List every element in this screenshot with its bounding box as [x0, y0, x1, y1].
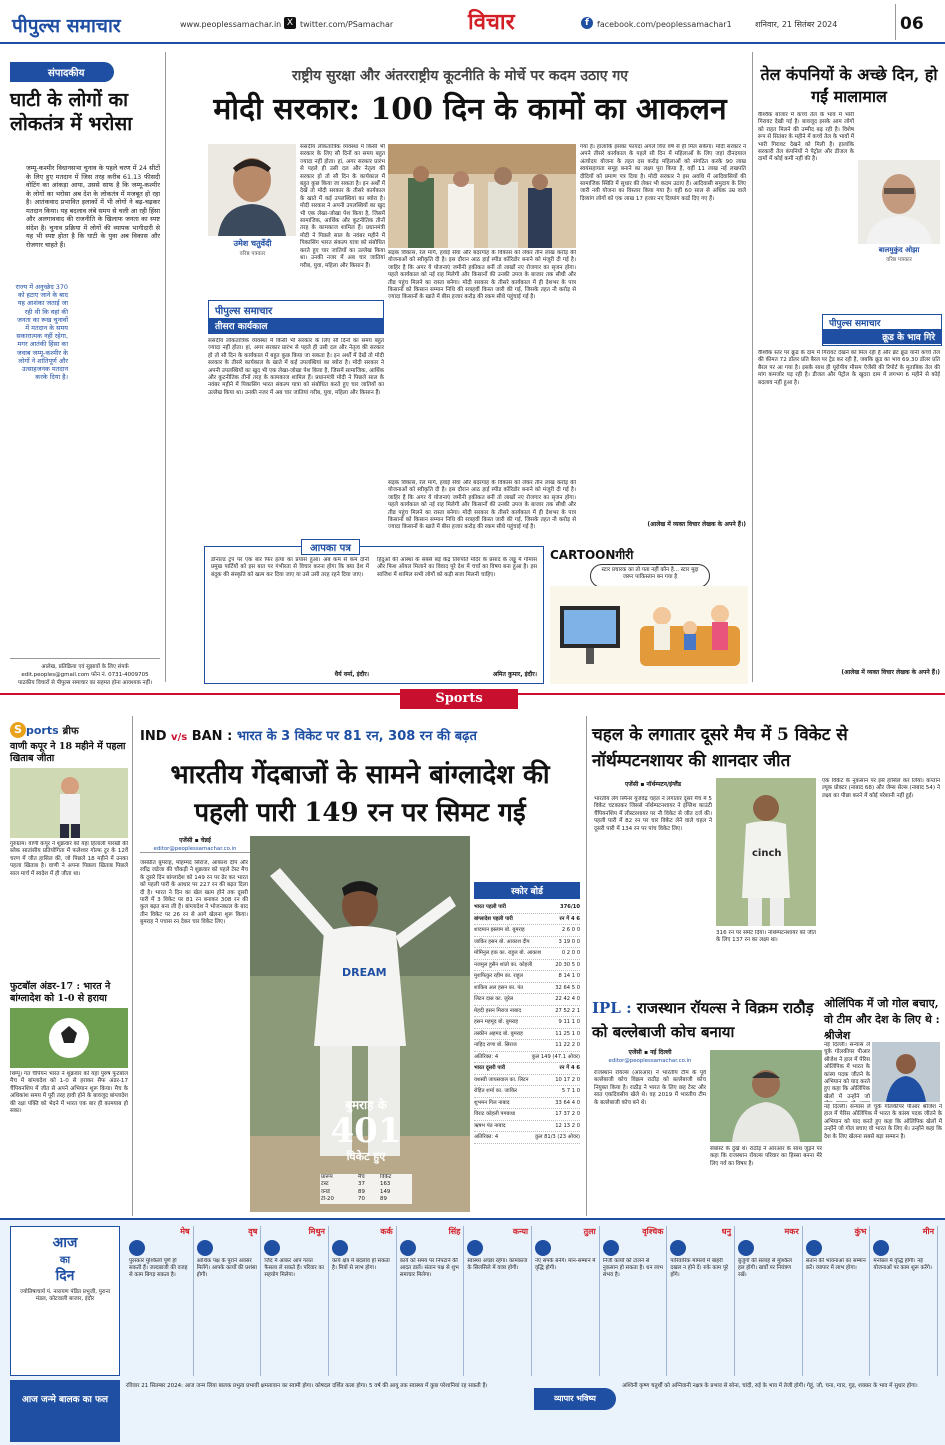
letter-2-author: अमित कुमार, इंदौर। — [492, 671, 537, 678]
zodiac-card — [803, 1226, 871, 1376]
zodiac-symbol-icon — [129, 1240, 145, 1256]
cricket-headline: भारतीय गेंदबाजों के सामने बांग्लादेश की पहली पारी 149 रन पर सिमट गई — [170, 760, 550, 828]
zodiac-name: कुंभ — [854, 1227, 867, 1236]
cartoon — [550, 546, 748, 684]
score-name: भारत पहली पारी — [474, 904, 506, 910]
zodiac-name: वृष — [248, 1227, 258, 1236]
score-value: 10 17 2 0 — [555, 1076, 580, 1083]
score-value: 3 19 0 0 — [558, 938, 580, 945]
facebook-handle[interactable]: facebook.com/peoplessamachar1 — [597, 20, 732, 29]
wk-cell: टेस्ट — [321, 1181, 329, 1188]
editorial-label: संपादकीय — [10, 62, 114, 82]
zodiac-name: सिंह — [448, 1227, 461, 1236]
score-line — [474, 1006, 580, 1018]
score-line — [474, 971, 580, 983]
score-line — [474, 1098, 580, 1110]
ipl-prefix: IPL : — [592, 999, 632, 1017]
chahal-caption: 316 रन पर समेट दिया। नॉर्थम्पटनशायर को जीत के लिए 137 रन का लक्ष्य था। — [716, 930, 816, 944]
zodiac-name: कर्क — [380, 1227, 393, 1236]
horoscope-title-3: दिन — [55, 1268, 75, 1284]
oil-body2: वैश्विक स्तर पर क्रूड के दाम में गिरावट देखने को मिल रही है और ब्रेंट क्रूड यानी कच्चे तेल की कीमत 72 डॉलर प्रति बैरल पर ट्रेड कर रही है, जबकि क्रूड का भाव 69.30 डॉलर प्रति बैरल पर आ गया है। इसके साथ ही यूरोपीय मौसम ऐजेंसी की रिपोर्ट के मुताबिक तेल की मांग कमजोर पड़ रही है। डीजल और पेट्रोल के खुदरा दाम में लगभग 6 महीने से कोई बदलाव नहीं हुआ है। — [758, 350, 940, 386]
chahal-body: भारतीय लेग स्पिनर युजवेंद्र चहल ने लगातार दूसरे मैच में 5 विकेट चटकाकर जिससे नॉर्थम्पटनशायर ने इंग्लिश काउंटी चैंपियनशिप में लीस्टरशायर पर नौ विकेट से जीत दर्ज की। पहली पारी में 82 रन पर चार विकेट लेने वाले चहल ने दूसरी पारी में 134 रन पर पांच विकेट लिए। — [594, 796, 712, 832]
brief2-photo — [10, 1008, 128, 1068]
score-line — [474, 1109, 580, 1121]
score-line — [474, 925, 580, 937]
score-line — [474, 1075, 580, 1087]
editorial-headline: घाटी के लोगों का लोकतंत्र में भरोसा — [10, 89, 133, 135]
oil-column-name: क्रूड के भाव गिरे — [823, 329, 941, 344]
author-role: वरिष्ठ पत्रकार — [239, 251, 266, 257]
zodiac-symbol-icon — [400, 1240, 416, 1256]
score-line — [474, 1052, 580, 1064]
zodiac-card — [126, 1226, 194, 1376]
brief1-body: गुरुग्राम। वाणी कपूर ने शुक्रवार को यहां हिलाली पारखी की ब्लेक सातांसीय प्रतियोगिता में फलेश्वर गोल्फ टूर के 12वें चरण में जीत हासिल की, जो पिछले 18 महीने में उनका पहला खिताब है। वाणी ने अपना पिछला खिताब पिछले साल मार्च में स्वदेश में ही जीता था। — [10, 841, 128, 877]
brief2-headline: फुटबॉल अंडर-17 : भारत ने बांग्लादेश को 1-0 से हराया — [10, 981, 111, 1004]
column-badge — [208, 300, 384, 334]
zodiac-text: पारिवारिक मामलों में बाहरी दखल न होने दें। रुके काम पूरे होंगे। — [670, 1258, 729, 1278]
oil-author — [856, 246, 942, 263]
score-name: मेहदी हसन मिराज नाबाद — [474, 1007, 522, 1014]
ipl-email[interactable]: editor@peoplessamachar.co.in — [608, 1058, 692, 1064]
zodiac-symbol-icon — [738, 1240, 754, 1256]
zodiac-card — [261, 1226, 329, 1376]
site-url[interactable]: www.peoplessamachar.in — [180, 20, 282, 29]
column-rule — [752, 52, 753, 682]
score-name: ऋषभ पंत नाबाद — [474, 1122, 506, 1129]
horoscope-title-box — [10, 1226, 120, 1376]
score-line — [474, 937, 580, 949]
svg-text:DREAM: DREAM — [342, 966, 387, 979]
score-name: रोहित शर्मा का. जाकिर — [474, 1088, 518, 1094]
letter-2: हिंदुओं की आस्था के सबसे बड़े केंद्र तिरुपति मंदिर के प्रसाद के लड्डू में गोमांस और फिश ऑयल मिलाने का विवाद पूरे देश में चर्चा का विषय बना हुआ है। इस साजिश में शामिल सभी लोगों को कड़ी सजा मिलनी चाहिए। — [377, 557, 537, 578]
score-line — [474, 1086, 580, 1098]
brief1-photo — [10, 768, 128, 838]
score-name: जाकिर हसन बो. आकाश दीप — [474, 938, 530, 945]
zodiac-name: मीन — [922, 1227, 935, 1236]
zodiac-symbol-icon — [197, 1240, 213, 1256]
issue-date: शनिवार, 21 सितंबर 2024 — [755, 20, 838, 29]
zodiac-text: जिद में आकर आप गलत फैसला ले सकते हैं। परिवार का सहयोग मिलेगा। — [264, 1258, 324, 1278]
sports-s-icon: S — [10, 722, 26, 738]
score-line — [474, 1040, 580, 1052]
page-number: 06 — [900, 14, 924, 34]
score-name: शादमान इस्लाम बो. बुमराह — [474, 927, 525, 933]
score-value: 8 14 1 0 — [558, 973, 580, 979]
footer-email[interactable]: edit.peoples@gmail.com फोन नं. 0731-4009705 — [21, 672, 149, 678]
zodiac-text: नए संपर्क बनेंगे। मान-सम्मान में वृद्धि होगी। — [535, 1258, 596, 1271]
svg-text:cinch: cinch — [752, 848, 782, 859]
score-line — [474, 994, 580, 1006]
scoreboard-label: स्कोर बोर्ड — [474, 882, 580, 899]
sreejesh-body: नई दिल्ली। संन्यास ले चुके गोलकीपर पीआर श्रीजेश ने हाल में पेरिस ओलिंपिक में भारत के कांस्य पदक जीतने के अभियान को याद करते हुए कहा कि ओलिंपिक खेलों में उन्होंने जो गोल बचाए वो भारत के लिए थे। उन्होंने कहा कि देश के लिए खेलना सबसे बड़ा सम्मान है। — [824, 1104, 942, 1140]
score-name: शुभमन गिल नाबाद — [474, 1099, 510, 1106]
score-value: 22 42 4 0 — [555, 996, 580, 1002]
column-rule — [132, 716, 133, 1216]
zodiac-text: स्वास्थ्य अच्छा रहेगा। कामकाज के सिलसिले में यात्रा होगी। — [467, 1258, 528, 1271]
lead-col2: सड़क विकास, रेल मार्ग, हवाई सेवा और बंदरगाह के विकास को लेकर तीन लाख करोड़ की योजनाओं को स्वीकृति दी है। इस दौरान आठ हाई स्पीड कॉरिडोर बनाने को मंजूरी दी गई है। जाहिर है कि अगर ये योजनाएं जमीनी हकीकत बनीं तो लाखों नए रोजगार का सृजन होगा। पहले कार्यकाल को नई राह मिलेगी और किसानों की उनकी उपज के बाजार तक सीधी और तीव्र पहुंच मिलने का रास्ता बनेगा। मोदी सरकार के तीसरे कार्यकाल में ही देशभर के पात्र किसानों को किसान सम्मान निधि की सत्रहवीं किस्त जारी की गई, जिसके तहत नौ करोड़ से ज्यादा किसानों के खाते में बीस हजार करोड़ की रकम सीधे पहुंचाई गई है। — [388, 250, 576, 301]
wk-header: प्रारूप — [321, 1174, 333, 1180]
score-value: 0 2 0 0 — [561, 950, 580, 956]
oil-column-brand: पीपुल्स समाचार — [829, 319, 881, 329]
brief-logo — [10, 722, 128, 738]
author-photo — [208, 144, 296, 236]
score-lines — [474, 902, 580, 1144]
wickets-table-grid — [320, 1174, 412, 1204]
zodiac-signs — [126, 1226, 938, 1376]
zodiac-symbol-icon — [806, 1240, 822, 1256]
score-name: नजमुल हुसैन शांतो का. कोहली — [474, 961, 533, 968]
column-rule — [165, 52, 166, 682]
table-row — [320, 1174, 412, 1181]
horoscope-title-2: का — [59, 1255, 71, 1266]
brand-logo: पीपुल्स समाचार — [12, 15, 121, 37]
chahal-body2: एक विकेट के नुकसान पर इसे हासिल कर लिया। कप्तान ल्यूक प्रोक्टर (नाबाद 68) और जेम्स सेल्स (नाबाद 54) ने लक्ष्य का पीछा करने में कोई परेशानी नहीं हुई। — [822, 778, 940, 799]
oil-column-badge — [822, 314, 942, 346]
cricket-kicker-line — [140, 726, 580, 744]
score-value: 9 11 1 0 — [558, 1019, 580, 1025]
author-name: उमेश चतुर्वेदी — [233, 239, 272, 248]
editorial-body: जम्मू-कश्मीर विधानसभा चुनाव के पहले चरण में 24 सीटों के लिए हुए मतदान में जिस तरह करीब 61.13 फीसदी वोटिंग का आंकड़ा आया, उससे साफ है कि जम्मू-कश्मीर के लोगों का भरोसा अब देश के लोकतंत्र में मजबूत हो रहा है। आतंकवाद प्रभावित इलाकों में भी लोगों ने बढ़-चढ़कर मतदान किया। यह बदलाव लंबे समय से चली आ रही हिंसा और अलगाववाद की राजनीति के खिलाफ जनता का स्पष्ट संदेश है। चुनाव प्रक्रिया में लोगों की व्यापक भागीदारी से यह भी स्पष्ट होता है कि घाटी के युवा अब विकास और रोजगार चाहते हैं। — [26, 164, 160, 249]
zodiac-name: कन्या — [512, 1227, 529, 1236]
score-name: यशस्वी जायसवाल का. लिटन — [474, 1076, 529, 1083]
masthead — [0, 0, 945, 44]
rathour-photo — [710, 1050, 822, 1142]
zodiac-card — [397, 1226, 465, 1376]
sports-label: Sports — [400, 689, 518, 709]
zodiac-card — [870, 1226, 938, 1376]
footer-disclaimer: पाठकीय विचारों से पीपुल्स समाचार का सहमत होना आवश्यक नहीं। — [17, 680, 153, 686]
score-name: लिटन दास का. जुरेल — [474, 996, 514, 1002]
score-line — [474, 960, 580, 972]
score-value: रन गें 4 6 — [559, 915, 580, 922]
wk-cell: 70 — [358, 1196, 365, 1203]
score-line — [474, 1029, 580, 1041]
zodiac-text: संतान की भावनाओं का सम्मान करें। व्यापार में लाभ होगा। — [805, 1258, 866, 1271]
lead-col2b: सड़क विकास, रेल मार्ग, हवाई सेवा और बंदरगाह के विकास को लेकर तीन लाख करोड़ की योजनाओं को स्वीकृति दी है। इस दौरान आठ हाई स्पीड कॉरिडोर बनाने को मंजूरी दी गई है। जाहिर है कि अगर ये योजनाएं जमीनी हकीकत बनीं तो लाखों नए रोजगार का सृजन होगा। पहले कार्यकाल को नई राह मिलेगी और किसानों की उनकी उपज के बाजार तक सीधी और तीव्र पहुंच मिलने का रास्ता बनेगा। मोदी सरकार के तीसरे कार्यकाल में ही देशभर के पात्र किसानों को किसान सम्मान निधि की सत्रहवीं किस्त जारी की गई, जिसके तहत नौ करोड़ से ज्यादा किसानों के खाते में बीस हजार करोड़ की रकम सीधे पहुंचाई गई है। — [388, 480, 576, 531]
oil-author-photo — [858, 160, 940, 244]
wk-cell: 163 — [380, 1181, 391, 1188]
score-value: कुल 149 (47.1 ओवर) — [531, 1053, 580, 1060]
score-line — [474, 1063, 580, 1075]
bumrah-stat — [320, 1096, 412, 1172]
horoscope-strip — [0, 1218, 945, 1445]
wk-cell: 89 — [380, 1196, 387, 1203]
oil-headline: तेल कंपनियों के अच्छे दिन, हो गईं मालामाल — [760, 65, 938, 106]
zodiac-symbol-icon — [603, 1240, 619, 1256]
letters-label: आपका पत्र — [301, 539, 360, 555]
cartoon-bubble: स्टार प्रचारक का तो पता नहीं कौन है... स्टार मुद्दा जरूर पाकिस्तान बन गया है — [590, 564, 710, 588]
lead-footer: (आलेख में व्यक्त विचार लेखक के अपने हैं।) — [647, 521, 746, 528]
score-value: 20 30 5 0 — [555, 961, 580, 968]
zodiac-name: मकर — [784, 1227, 799, 1236]
stat-number: 401 — [330, 1111, 402, 1151]
zodiac-card — [194, 1226, 262, 1376]
cricket-byline: एजेंसी ▪ चेन्नई — [179, 837, 211, 844]
score-name: तस्कीन अहमद बो. बुमराह — [474, 1030, 523, 1037]
letter-1: डोनाल्ड ट्रंप पर एक बार फिर हत्या का प्रयास हुआ। अब कम से कम दोनों प्रमुख पार्टियों को इस बात पर गंभीरता से विचार करना होगा कि क्या देश में बंदूक की संस्कृति को खत्म कर दिया जाए या उसे उसी तरह रहने दिया जाए। — [211, 557, 369, 578]
table-row — [320, 1196, 412, 1203]
market-label: व्यापार भविष्य — [534, 1388, 616, 1410]
table-row — [320, 1189, 412, 1196]
chahal-byline: एजेंसी ▪ नॉर्थम्पटन/इंग्लैंड — [624, 781, 682, 788]
brief-label: ब्रीफ — [62, 726, 79, 737]
zodiac-text: मनोबल में वृद्धि होगी। नई योजनाओं पर काम शुरू करेंगे। — [873, 1258, 932, 1271]
score-name: अतिरिक्त: 4 — [474, 1134, 499, 1140]
zodiac-card — [600, 1226, 668, 1376]
column-rule — [586, 716, 587, 1216]
astrologer: ज्योतिषाचार्य पं. नारायण पंडित प्रभु‍जी, पुराना मंडल, कोटवाली बाजार, इंदौर — [19, 1289, 111, 1302]
wickets-table — [320, 1174, 412, 1204]
zodiac-symbol-icon — [535, 1240, 551, 1256]
sports-band — [0, 693, 945, 707]
cartoon-title: CARTOONगीरी — [550, 548, 634, 562]
chahal-photo — [716, 778, 816, 926]
lead-kicker: राष्ट्रीय सुरक्षा और अंतरराष्ट्रीय कूटनीति के मोर्चे पर कदम उठाए गए — [291, 68, 629, 84]
footer-line: आलेख, प्रतिक्रिया एवं सुझावों के लिए संपर्क — [41, 664, 129, 670]
zodiac-text: कार्य क्षेत्र में बदलाव हो सकता है। मित्रों से लाभ होगा। — [332, 1258, 390, 1271]
oil-footer: (आलेख में व्यक्त विचार लेखक के अपने हैं।) — [841, 669, 940, 676]
zodiac-name: वृश्चिक — [642, 1227, 664, 1236]
zodiac-name: मिथुन — [308, 1227, 326, 1236]
score-value: 376/10 — [560, 904, 580, 910]
wk-header: विकेट — [380, 1174, 392, 1180]
brief2-body: थिम्पू। गत चैंपियन भारत ने शुक्रवार को यहां पुरुष फुटबॉल मैच में बांग्लादेश को 1-0 से हराकर सैफ अंडर-17 चैंपियनशिप में जीत से अपने अभियान शुरू किया। मैच के अधिकांश समय में पूरी तरह हावी होने के बावजूद बांग्लादेश की रक्षा पंक्ति को भेदने में भारत एक बार ही कामयाब हो सका। — [10, 1071, 128, 1115]
zodiac-text: पुरस्कार मुश्किलों पूर्ण हो सकती हैं। जल्दबाजी की वजह से काम बिगड़ सकता है। — [129, 1258, 188, 1278]
column-brand: पीपुल्स समाचार — [215, 306, 273, 317]
score-value: 32 64 5 0 — [555, 984, 580, 991]
score-value: 11 25 1 0 — [555, 1030, 580, 1037]
wk-cell: 37 — [358, 1181, 365, 1188]
stat-top: बुमराह के — [345, 1098, 387, 1112]
zodiac-card — [667, 1226, 735, 1376]
score-value: 11 22 2 0 — [555, 1042, 580, 1048]
cartoon-drawing — [550, 586, 748, 684]
ipl-byline: एजेंसी ▪ नई दिल्ली — [628, 1049, 672, 1056]
zodiac-symbol-icon — [467, 1240, 483, 1256]
section-title: विचार — [468, 10, 515, 35]
zodiac-symbol-icon — [670, 1240, 686, 1256]
zodiac-name: तुला — [583, 1227, 596, 1236]
score-line — [474, 914, 580, 926]
score-value: 17 37 2 0 — [555, 1111, 580, 1117]
zodiac-text: आर्थिक पक्ष के पुराने अवसर मिलेंगे। आपके कार्यों की प्रशंसा होगी। — [196, 1258, 257, 1278]
column-name: तीसरा कार्यकाल — [209, 318, 383, 333]
divider — [895, 4, 896, 40]
cricket-kicker: भारत के 3 विकेट पर 81 रन, 308 रन की बढ़त — [236, 729, 477, 744]
score-name: मुशफिकुर रहीम का. राहुल — [474, 973, 524, 979]
lead-headline: मोदी सरकार: 100 दिन के कामों का आकलन — [213, 92, 727, 127]
score-name: हसन महमूद बो. बुमराह — [474, 1019, 519, 1025]
brief-logo-text: ports — [26, 723, 59, 737]
zodiac-symbol-icon — [332, 1240, 348, 1256]
zodiac-symbol-icon — [873, 1240, 889, 1256]
table-row — [320, 1181, 412, 1188]
match-team1: IND — [140, 729, 167, 744]
editorial-footer — [10, 658, 160, 687]
score-value: कुल 81/3 (23 ओवर) — [534, 1134, 580, 1140]
score-name: बांग्लादेश पहली पारी — [474, 915, 513, 922]
chahal-headline: चहल के लगातार दूसरे मैच में 5 विकेट से नॉर्थम्पटनशायर की शानदार जीत — [592, 725, 848, 771]
oil-author-name: बालमुकुंद ओझा — [878, 246, 920, 254]
lead-col1a: संसदीय लोकतांत्रिक व्यवस्था में किसी भी सरकार के लिए सौ दिनों का समय बहुत ज्यादा नहीं होता। हां, अगर सरकार प्रारंभ से पहले ही उसी दल और नेतृत्व की सरकार हो तो सौ दिन के कार्यकाल में बहुत कुछ किया जा सकता है। इन अर्थों में देखें तो मोदी सरकार के तीसरे कार्यकाल के खाते में कई उपलब्धियां का ब्योरा है। मोदी सरकार ने अपनी उपलब्धियों का खुद भी एक लेखा-जोखा पेश किया है, जिसमें सामाजिक, आर्थिक और कूटनीतिक तीनों तरह के कामकाज शामिल हैं। प्रधानमंत्री मोदी ने पिछले साल के नवंबर महीने में पिकासिंग भारत संकल्प यात्रा को संबोधित करते हुए चार जातियों का उल्लेख किया था। उनकी नजर में अब चार जातियां गरीब, युवा, महिला और किसान हैं। — [300, 144, 385, 269]
wk-cell: वनडे — [321, 1188, 330, 1195]
score-line — [474, 983, 580, 995]
score-line — [474, 1017, 580, 1029]
sreejesh-photo — [872, 1042, 940, 1102]
author-credit — [205, 238, 300, 257]
score-value: 33 64 4 0 — [555, 1099, 580, 1106]
score-value: 12 13 2 0 — [555, 1122, 580, 1129]
editorial-pullquote: राज्य में अनुच्छेद 370 को हटाए जाने के बाद यह आशंका जताई जा रही थी कि वहां की जनता का रूख चुनावों में मतदान के समय सकारात्मक नहीं रहेगा, मगर आतंकी हिंसा का जवाब जम्मू-कश्मीर के लोगों ने शांतिपूर्ण और उत्साहजनक मतदान करके दिया है। — [15, 283, 68, 382]
sports-brief — [10, 722, 128, 1211]
letter-1-author: धैर्य वर्मा, इंदौर। — [334, 671, 369, 678]
score-value: 5 7 1 0 — [561, 1088, 580, 1094]
birthday-text: रविवार 21 सितम्बर 2024: आज जन्म लिया बालक प्रभुत्व प्रभावी क्षमतावान का स्वामी होगा। कोषदल दर्शित कला होगा। 5 वर्ष की आयु तक स्वास्थ्य में कुछ परेशानियां रह सकती हैं। — [126, 1383, 488, 1389]
market-text: अश्विनी कृष्ण चतुर्थी को अग्निवानी नक्षत्र के प्रभाव से सोना, चांदी, रुई के भाव में तेजी होगी। गेहूं, जौ, चना, ग्वार, गुड़, शक्कर के भाव में सुधार होगा। — [622, 1383, 918, 1389]
wk-cell: टी-20 — [321, 1196, 334, 1203]
score-name: अतिरिक्त: 4 — [474, 1053, 499, 1060]
score-value: रन गें 4 6 — [559, 1065, 580, 1071]
x-icon: X — [284, 17, 296, 29]
zodiac-symbol-icon — [264, 1240, 280, 1256]
wk-cell: 149 — [380, 1188, 391, 1195]
wk-cell: 89 — [358, 1188, 365, 1195]
zodiac-name: मेष — [180, 1227, 190, 1236]
stat-bottom: विकेट हुए — [346, 1150, 386, 1163]
sreejesh-body-a: नई दिल्ली। संन्यास ले चुके गोलकीपर पीआर श्रीजेश ने हाल में पेरिस ओलिंपिक में भारत के कांस्य पदक जीतने के अभियान को याद करते हुए कहा कि ओलिंपिक खेलों में उन्होंने जो — [824, 1042, 870, 1100]
birthday-label: आज जन्मे बालक का फल — [10, 1380, 120, 1442]
oil-author-role: वरिष्ठ पत्रकार — [886, 257, 912, 263]
ipl-headline-text: राजस्थान रॉयल्स ने विक्रम राठौड़ को बल्लेबाजी कोच बनाया — [592, 999, 814, 1041]
score-name: भारत दूसरी पारी — [474, 1065, 506, 1071]
oil-body1: वैश्विक बाजार में कच्चे तेल के भाव में भारी गिरावट देखी गई है। बावजूद इसके आम लोगों को राहत मिलने की उम्मीद बढ़ रही है। विशेष रूप से सितंबर के महीने में कच्चे तेल के भावों में भारी गिरावट देखने को मिली है। हालांकि सरकारी तेल कंपनियों ने पेट्रोल और डीजल के दामों में कोई कमी नहीं की है। — [758, 112, 854, 163]
letters-box — [204, 543, 544, 684]
horoscope-title-1: आज — [52, 1235, 78, 1251]
lead-col1b: संसदीय लोकतांत्रिक व्यवस्था में किसी भी सरकार के लिए सौ दिनों का समय बहुत ज्यादा नहीं होता। हां, अगर सरकार प्रारंभ से पहले ही उसी दल और नेतृत्व की सरकार हो तो सौ दिन के कार्यकाल में बहुत कुछ किया जा सकता है। इन अर्थों में देखें तो मोदी सरकार के तीसरे कार्यकाल के खाते में कई उपलब्धियां का ब्योरा है। मोदी सरकार ने अपनी उपलब्धियों का खुद भी एक लेखा-जोखा पेश किया है, जिसमें सामाजिक, आर्थिक और कूटनीतिक तीनों तरह के कामकाज शामिल हैं। प्रधानमंत्री मोदी ने पिछले साल के नवंबर महीने में पिकासिंग भारत संकल्प यात्रा को संबोधित करते हुए चार जातियों का उल्लेख किया था। उनकी नजर में अब चार जातियां गरीब, युवा, महिला और किसान हैं। — [208, 338, 384, 396]
match-vs: v/s — [171, 732, 188, 743]
facebook-icon: f — [581, 17, 593, 29]
wk-header: मैच — [358, 1174, 365, 1180]
zodiac-card — [735, 1226, 803, 1376]
score-line — [474, 1121, 580, 1133]
score-line — [474, 1132, 580, 1144]
zodiac-text: निजी कार्यों को टालने से नुकसान हो सकता है। धन लाभ संभव है। — [602, 1258, 663, 1278]
zodiac-card — [329, 1226, 397, 1376]
score-name: मोमिनुल हक का. राहुल बो. आकाश — [474, 950, 542, 956]
zodiac-card — [464, 1226, 532, 1376]
match-team2: BAN : — [191, 729, 233, 744]
editorial — [10, 62, 160, 136]
zodiac-text: कार्य को समय पर निपटाने की आदत डालें। संतान पक्ष से शुभ समाचार मिलेगा। — [399, 1258, 459, 1278]
twitter-handle[interactable]: twitter.com/PSamachar — [300, 20, 394, 29]
score-name: विराट कोहली पगबाधा — [474, 1111, 516, 1117]
score-value: 27 52 2 1 — [555, 1007, 580, 1014]
score-line — [474, 948, 580, 960]
score-name: नाहिद राणा बो. सिराज — [474, 1042, 517, 1048]
ipl-body2: सेबास्ट के दुखे थे। राठौड़ ने आरआर के साथ जुड़ने पर कहा कि राजस्थान रॉयल्स परिवार का हिस्सा बनना मेरे लिए गर्व का विषय है। — [710, 1146, 822, 1167]
cricket-body: जसप्रीत बुमराह, मोहम्मद सिराज, आकाश दीप और रवींद्र जडेजा की चौकड़ी ने शुक्रवार को पहले टेस्ट मैच के दूसरे दिन बांग्लादेश को 149 रन पर ढेर कर भारत को पहली पारी के आधार पर 227 रन की बढ़त दिला दी है। भारत ने दिन का खेल खत्म होने तक दूसरी पारी में 3 विकेट पर 81 रन बनाकर 308 रन की कुल बढ़त बना ली है। बांग्लादेश ने भोजनकाल के बाद तीन विकेट पर 26 रन से आगे खेलना शुरू किया। बुमराह ने पचास रन देकर चार विकेट लिए। — [140, 860, 248, 926]
lead-photo — [388, 144, 576, 248]
ipl-body: राजस्थान रॉयल्स (आरआर) ने भारतीय टीम के पूर्व बल्लेबाजी कोच विक्रम राठौड़ को बल्लेबाजी कोच नियुक्त किया है। राठौड़ ने भारत के लिए छह टेस्ट और सात एकदिवसीय खेले थे। वह 2019 में भारतीय टीम के बल्लेबाजी कोच बने थे। — [594, 1070, 706, 1106]
score-line — [474, 902, 580, 914]
zodiac-card — [532, 1226, 600, 1376]
zodiac-text: बुजुर्गों की सलाह से मुश्किल हल होगी। खर्चों पर नियंत्रण रखें। — [738, 1258, 792, 1278]
zodiac-name: धनु — [721, 1227, 732, 1236]
lead-col3: गया है। हालांकि इसका फायदा अगले वित्त वर्ष से ही मिल सकेगा। मोदी सरकार ने अपने तीसरे कार्यकाल के पहले सौ दिन में महिलाओं के लिए जहां दीनदयाल अंत्योदय योजना के तहत दस करोड़ महिलाओं को संगठित करके 90 लाख स्वयंसहायता समूह बनाने का लक्ष्य पूरा किया है, वहीं 11 लाख नई लखपति दीदियों को प्रमाण पत्र दिया है। मोदी सरकार ने इस अवधि में आदिवासियों की सामाजिक स्थिति में सुधार की लेकर भी कदम उठाए हैं। आदिवासी समुदाय के लिए जारी नयी योजना का विस्तार किया गया है। वहीं 60 साल से अधिक उम्र वाले दिव्यांग लोगों को एक लाख 17 हजार नए दिव्यांग कार्ड दिए गए हैं। — [580, 144, 746, 202]
score-value: 2 6 0 0 — [561, 927, 580, 933]
scoreboard — [474, 882, 580, 1212]
cricket-email[interactable]: editor@peoplessamachar.co.in — [140, 846, 250, 853]
ipl-headline — [592, 996, 822, 1044]
brief1-headline: वाणी कपूर ने 18 महीने में पहला खिताब जीता — [10, 741, 126, 764]
sreejesh-headline: ओलिंपिक में जो गोल बचाए, वो टीम और देश के लिए थे : श्रीजेश — [824, 997, 940, 1042]
score-name: शाकिब अल हसन का. पंत — [474, 984, 524, 991]
